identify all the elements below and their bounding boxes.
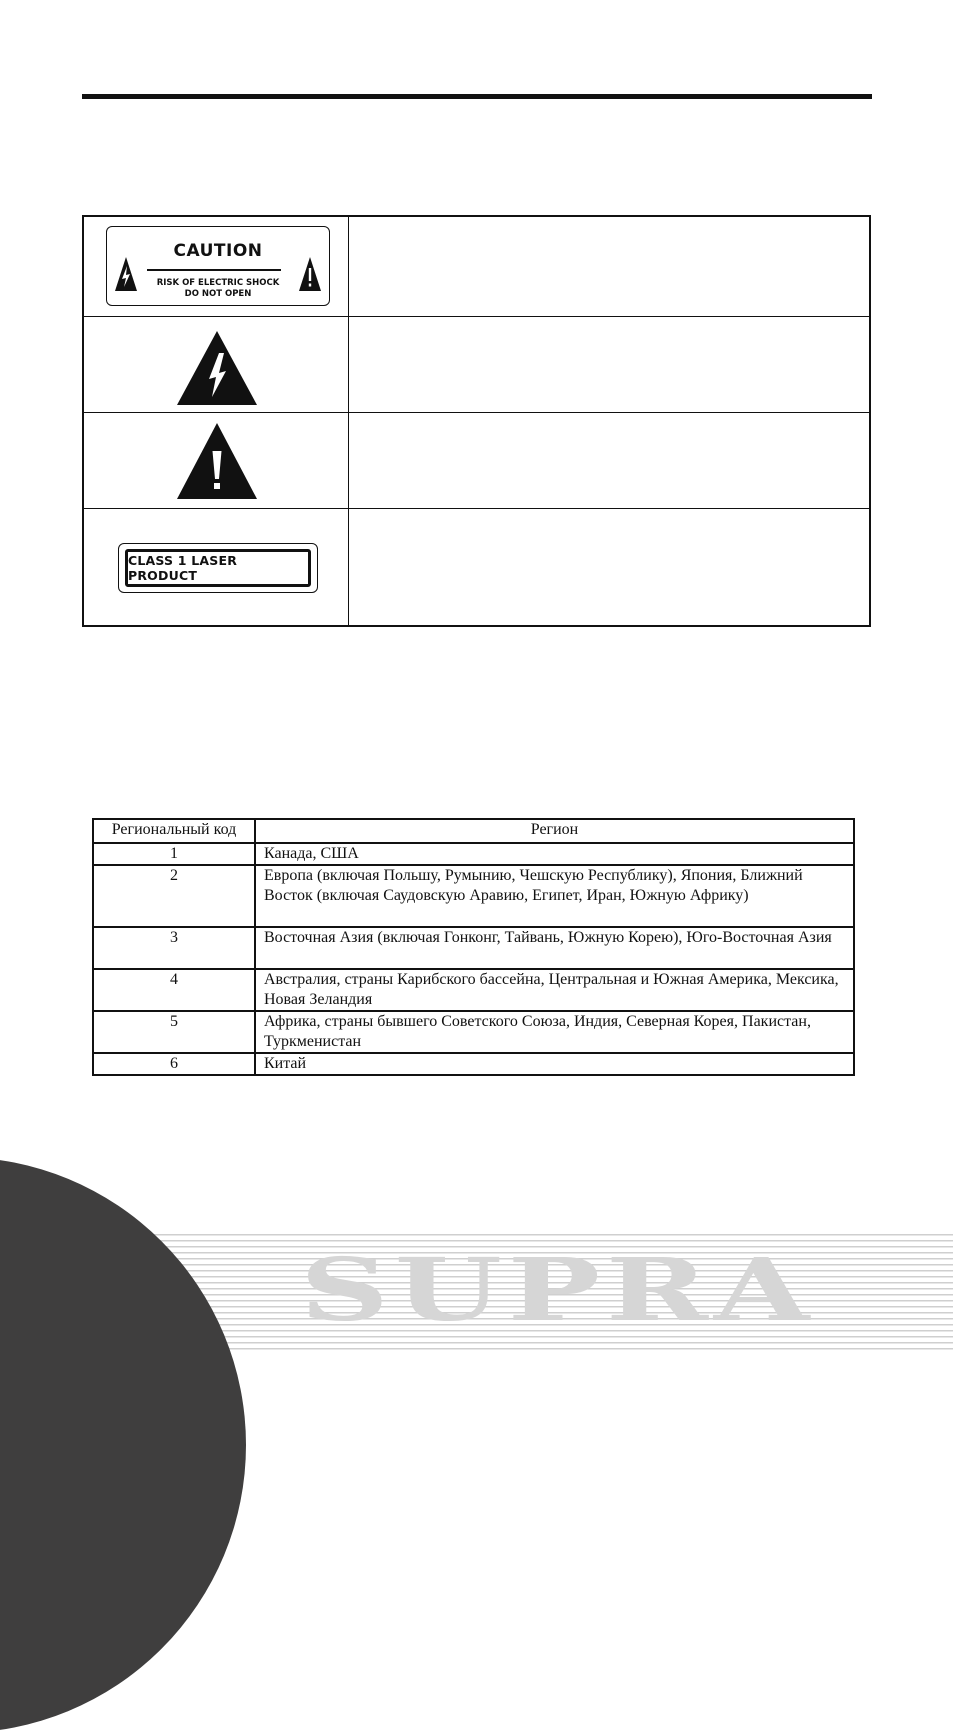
column-header-code: Региональный код <box>93 819 255 843</box>
top-rule <box>82 94 872 99</box>
laser-label <box>118 543 318 593</box>
symbol-description <box>349 413 869 508</box>
symbol-row-lightning <box>84 317 869 413</box>
caution-label <box>106 226 330 306</box>
region-name: Африка, страны бывшего Советского Союза, Индия, Северная Корея, Пакистан, Туркменистан <box>255 1011 854 1053</box>
region-name: Восточная Азия (включая Гонконг, Тайвань, Южную Корею), Юго-Восточная Азия <box>255 927 854 969</box>
symbol-description <box>349 509 869 625</box>
table-row <box>93 1053 854 1075</box>
region-code: 3 <box>93 927 255 969</box>
symbol-row-exclamation <box>84 413 869 509</box>
region-code-table <box>92 818 855 1076</box>
region-name: Канада, США <box>255 843 854 865</box>
region-code: 2 <box>93 865 255 927</box>
supra-logo <box>300 1248 820 1328</box>
caution-line-2: DO NOT OPEN <box>184 289 252 299</box>
region-code: 5 <box>93 1011 255 1053</box>
column-header-region: Регион <box>255 819 854 843</box>
symbol-description <box>349 317 869 412</box>
exclamation-triangle-icon <box>177 423 257 499</box>
brand-name: SUPRA <box>300 1248 815 1328</box>
table-row <box>93 865 854 927</box>
laser-label-text: CLASS 1 LASER PRODUCT <box>125 549 311 587</box>
lightning-triangle-icon <box>177 331 257 405</box>
symbol-row-caution <box>84 217 869 317</box>
region-code: 4 <box>93 969 255 1011</box>
warning-symbols-table <box>82 215 871 627</box>
caution-title: CAUTION <box>173 241 263 261</box>
symbol-cell <box>84 509 349 625</box>
caution-divider <box>147 269 281 271</box>
region-code: 1 <box>93 843 255 865</box>
table-row <box>93 843 854 865</box>
caution-line-1: RISK OF ELECTRIC SHOCK <box>156 278 280 288</box>
symbol-cell <box>84 413 349 508</box>
table-row <box>93 969 854 1011</box>
region-name: Европа (включая Польшу, Румынию, Чешскую Республику), Япония, Ближний Восток (включая Саудовскую Аравию, Египет, Иран, Южную Африку) <box>255 865 854 927</box>
symbol-cell <box>84 317 349 412</box>
exclamation-warning-icon <box>299 257 321 291</box>
region-name: Австралия, страны Карибского бассейна, Центральная и Южная Америка, Мексика, Новая Зеландия <box>255 969 854 1011</box>
symbol-cell <box>84 217 349 316</box>
symbol-description <box>349 217 869 316</box>
region-name: Китай <box>255 1053 854 1075</box>
region-code: 6 <box>93 1053 255 1075</box>
table-header-row <box>93 819 854 843</box>
symbol-row-laser <box>84 509 869 625</box>
table-row <box>93 1011 854 1053</box>
table-row <box>93 927 854 969</box>
